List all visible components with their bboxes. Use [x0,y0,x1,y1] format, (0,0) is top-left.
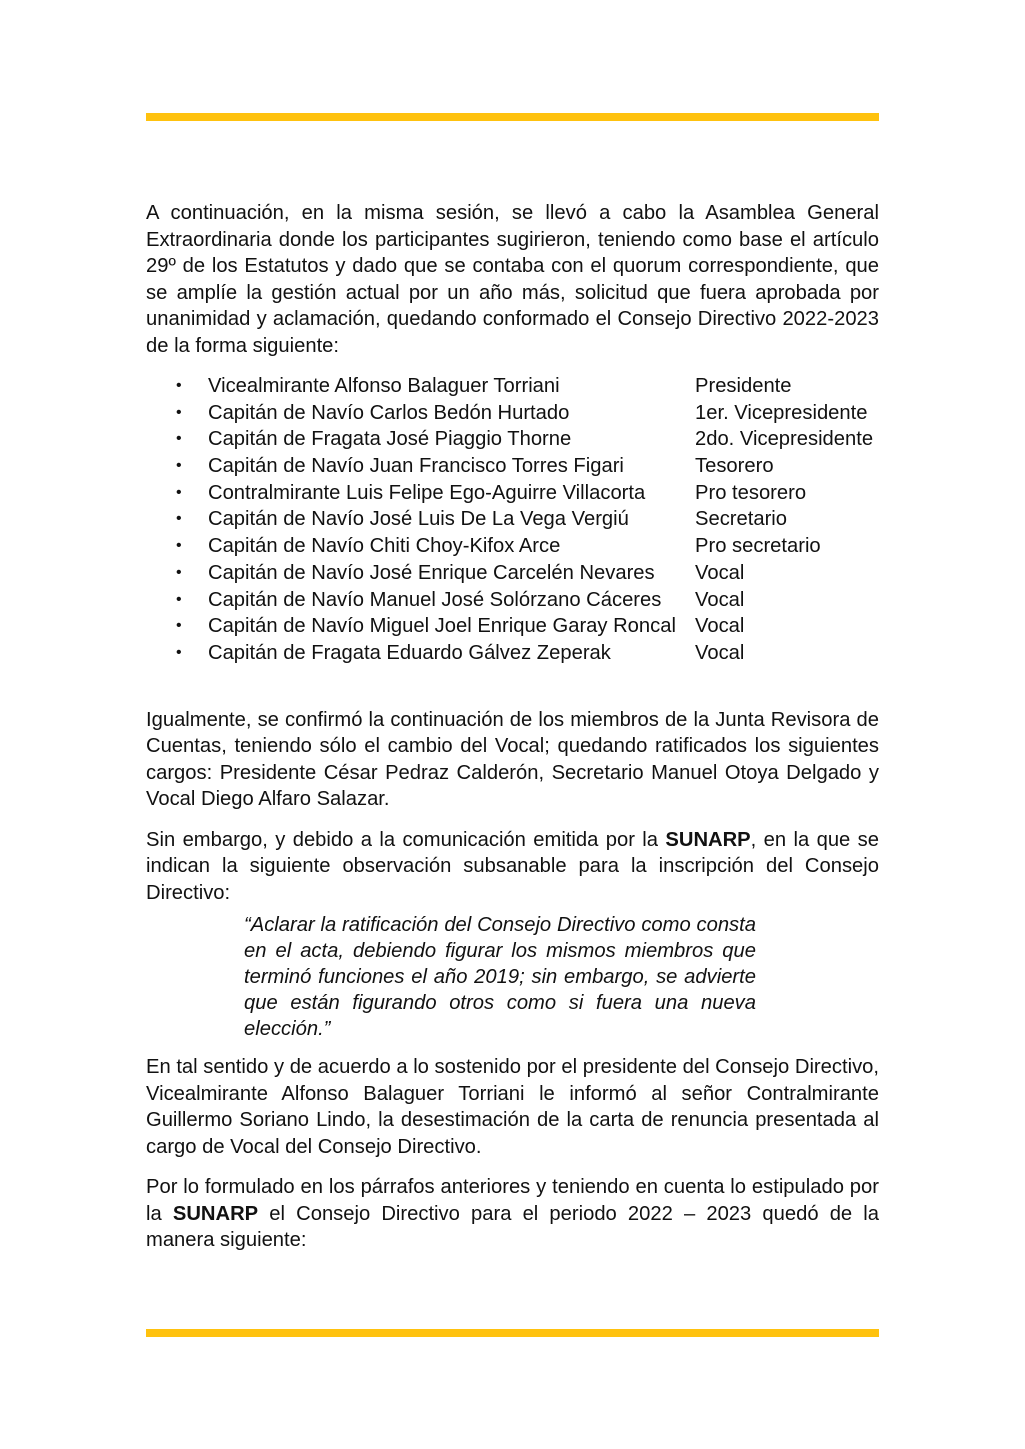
member-role: Pro tesorero [695,481,807,504]
paragraph-intro: A continuación, en la misma sesión, se llevó a cabo la Asamblea General Extraordinaria donde los participantes sugirieron, teniendo como base el artículo 29º de los Estatutos y dado que se contaba con el quorum correspondiente, que se amplíe la gestión actual por un año más, solicitud que fuera aprobada por unanimidad y aclamación, quedando conformado el Consejo Directivo 2022-2023 de la forma siguiente: [146,202,879,357]
sunarp-quote: “Aclarar la ratificación del Consejo Directivo como consta en el acta, debiendo figurar los mismos miembros que terminó funciones el año 2019; sin embargo, se advierte que están figurando otros como si fuera una nueva elección.” [244,914,756,1041]
bullet-icon: • [176,643,182,661]
bullet-icon: • [176,537,182,555]
bullet-icon: • [176,430,182,448]
member-role: Vocal [695,561,745,584]
bullet-icon: • [176,510,182,528]
list-item [146,560,879,587]
bullet-icon: • [176,377,182,394]
list-item [146,400,879,427]
list-item [146,373,879,400]
member-name: Capitán de Fragata Eduardo Gálvez Zeperak [208,641,611,664]
paragraph-text: , en la que se indican la siguiente observación subsanable para la inscripción del Consejo Directivo: [146,828,879,904]
paragraph-text: Sin embargo, y debido a la comunicación emitida por la [146,828,666,851]
board-members-list [146,373,879,667]
member-name: Capitán de Fragata José Piaggio Thorne [208,428,572,451]
paragraph-text: el Consejo Directivo para el periodo 2022 – 2023 quedó de la manera siguiente: [146,1202,880,1252]
bullet-icon: • [176,403,182,421]
member-name: Capitán de Navío Juan Francisco Torres Figari [208,455,624,478]
member-role: Vocal [695,588,745,611]
header-accent-rule [146,113,879,121]
list-item [146,640,879,667]
member-name: Capitán de Navío Manuel José Solórzano Cáceres [208,588,662,611]
member-role: Tesorero [695,455,774,478]
list-item [146,453,879,480]
member-name: Capitán de Navío Miguel Joel Enrique Garay Roncal [208,615,676,638]
member-role: Pro secretario [695,535,821,558]
list-item [146,613,879,640]
list-item [146,587,879,614]
bullet-icon: • [176,483,182,501]
member-name: Capitán de Navío Carlos Bedón Hurtado [208,401,570,424]
member-role: 1er. Vicepresidente [695,401,868,424]
bullet-icon: • [176,563,182,581]
list-item [146,426,879,453]
bullet-icon: • [176,590,182,608]
member-name: Contralmirante Luis Felipe Ego-Aguirre Villacorta [208,481,646,504]
member-name: Capitán de Navío Chiti Choy-Kifox Arce [208,535,561,558]
footer-accent-rule [146,1329,879,1337]
bullet-icon: • [176,617,182,635]
paragraph-conclusion [146,1174,879,1254]
paragraph-sunarp-observation [146,827,879,907]
list-item [146,480,879,507]
sunarp-emphasis: SUNARP [172,1202,259,1225]
list-item [146,533,879,560]
bullet-icon: • [176,457,182,475]
sunarp-emphasis: SUNARP [665,828,751,851]
member-role: Presidente [695,375,792,397]
member-name: Capitán de Navío José Luis De La Vega Vergiú [208,508,629,531]
document-body [146,200,879,1254]
member-role: Vocal [695,641,745,664]
member-role: 2do. Vicepresidente [695,428,874,451]
member-role: Secretario [695,508,788,531]
member-role: Vocal [695,615,745,638]
paragraph-junta-revisora: Igualmente, se confirmó la continuación de los miembros de la Junta Revisora de Cuentas, teniendo sólo el cambio del Vocal; quedando ratificados los siguientes cargos: Presidente César Pedraz Calderón, Secretario Manuel Otoya Delgado y Vocal Diego Alfaro Salazar. [146,708,879,811]
paragraph-resignation: En tal sentido y de acuerdo a lo sostenido por el presidente del Consejo Directivo, Vicealmirante Alfonso Balaguer Torriani le informó al señor Contralmirante Guillermo Soriano Lindo, la desestimación de la carta de renuncia presentada al cargo de Vocal del Consejo Directivo. [146,1056,879,1158]
member-name: Vicealmirante Alfonso Balaguer Torriani [208,375,560,397]
paragraph-text: Por lo formulado en los párrafos anteriores y teniendo en cuenta lo estipulado por la [146,1176,879,1225]
list-item [146,506,879,533]
member-name: Capitán de Navío José Enrique Carcelén Nevares [208,561,655,584]
